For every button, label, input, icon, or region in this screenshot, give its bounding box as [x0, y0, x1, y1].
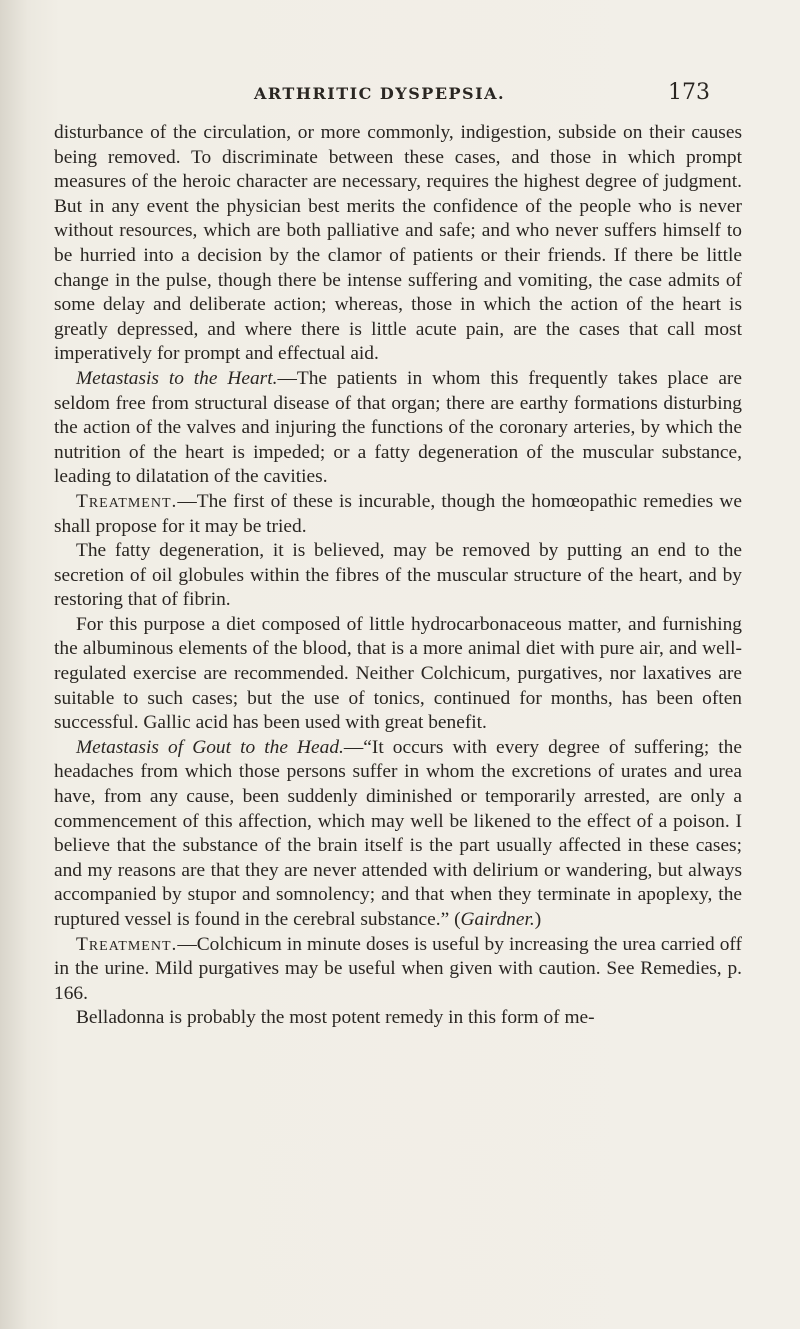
- section-heading: Metastasis of Gout to the Head.: [76, 736, 344, 758]
- paragraph-text: —Colchicum in minute doses is useful by increasing the urea carried off in the urine. Mild purgatives may be useful when given with caution. See Remedies, p. 166.: [54, 933, 742, 1004]
- paragraph-text: —The first of these is incurable, though the homœopathic remedies we shall propose for it may be tried.: [54, 490, 742, 537]
- paragraph-treatment-head: [54, 933, 742, 1007]
- body-text: [54, 121, 742, 1031]
- paragraph-fatty-degeneration: The fatty degeneration, it is believed, may be removed by putting an end to the secretion of oil globules within the fibres of the muscular structure of the heart, and by restoring that of fibrin.: [54, 540, 742, 611]
- running-title: ARTHRITIC DYSPEPSIA.: [254, 84, 506, 103]
- paragraph-diet: For this purpose a diet composed of little hydrocarbonaceous matter, and furnishing the albuminous elements of the blood, that is a more animal diet with pure air, and well-regulated exercise are recommended. Neither Colchicum, purgatives, nor laxatives are suitable to such cases; but the use of tonics, continued for months, has been often successful. Gallic acid has been used with great benefit.: [54, 613, 742, 734]
- running-head: [254, 80, 710, 110]
- treatment-heading: Treatment.: [76, 933, 178, 955]
- quotation-text: —“It occurs with every degree of suffering; the headaches from which those persons suffer in whom the excretions of urates and urea have, from any cause, been suddenly diminished or temporarily arrested, are only a commencement of this affection, which may well be likened to the effect of a poison. I believe that the substance of the brain itself is the part usually affected in these cases; and my reasons are that they are never attended with delirium or wandering, but always accompanied by stupor and somnolency; and that when they terminate in apoplexy, the ruptured vessel is found in the cerebral substance.” (: [54, 736, 742, 930]
- paragraph-belladonna: Belladonna is probably the most potent remedy in this form of me-: [76, 1007, 595, 1029]
- paragraph-metastasis-head: [54, 736, 742, 933]
- citation-close: ): [534, 909, 542, 930]
- section-heading: Metastasis to the Heart.: [76, 367, 278, 389]
- paragraph-text: —The patients in whom this frequently takes place are seldom free from structural disease of that organ; there are earthy formations disturbing the action of the valves and injuring the functions of the coronary arteries, by which the nutrition of the heart is impeded; or a fatty degeneration of the muscular substance, leading to dilatation of the cavities.: [54, 367, 742, 488]
- citation: Gairdner.: [460, 909, 535, 930]
- page-number: 173: [668, 80, 710, 105]
- paragraph-circulation: disturbance of the circulation, or more commonly, indigestion, subside on their causes being removed. To discriminate between these cases, and those in which prompt measures of the heroic character are necessary, requires the highest degree of judgment. But in any event the physician best merits the confidence of the people who is never without resources, which are both palliative and safe; and who never suffers himself to be hurried into a decision by the clamor of patients or their friends. If there be little change in the pulse, though there be intense suffering and vomiting, the case admits of some delay and deliberate action; whereas, those in which the action of the heart is greatly depressed, and where there is little acute pain, are the cases that call most imperatively for prompt and effectual aid.: [54, 122, 742, 365]
- paragraph-treatment-heart: [54, 490, 742, 539]
- paragraph-metastasis-heart: [54, 367, 742, 490]
- treatment-heading: Treatment.: [76, 490, 178, 512]
